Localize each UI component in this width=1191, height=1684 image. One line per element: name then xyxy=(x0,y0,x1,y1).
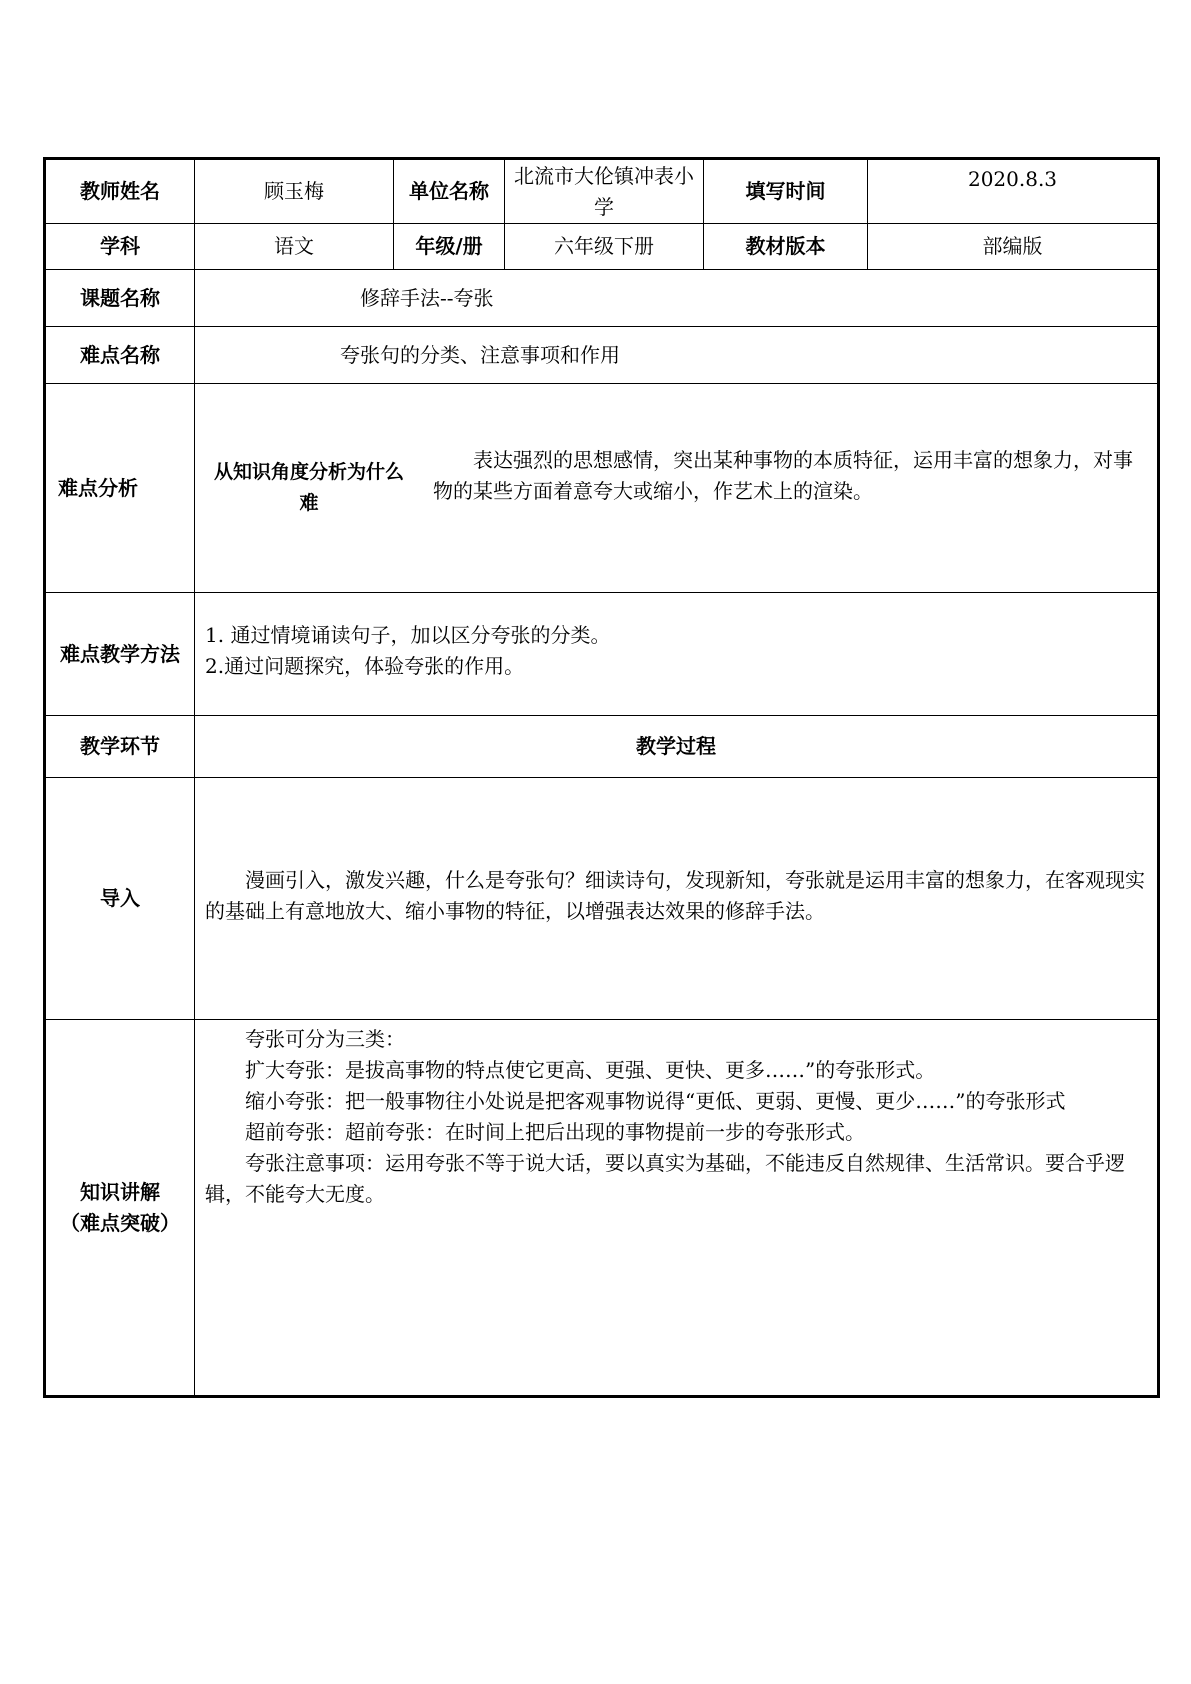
method-line-1: 1. 通过情境诵读句子，加以区分夸张的分类。 xyxy=(205,623,611,647)
process-header-row xyxy=(45,716,1159,778)
difficulty-label: 难点名称 xyxy=(45,327,195,384)
process-header-label: 教学过程 xyxy=(195,716,1159,778)
lesson-plan-table xyxy=(43,157,1160,1398)
knowledge-content xyxy=(195,1020,1159,1397)
edition-label: 教材版本 xyxy=(704,224,868,270)
date-label: 填写时间 xyxy=(704,159,868,224)
difficulty-value: 夸张句的分类、注意事项和作用 xyxy=(195,327,1159,384)
teacher-value: 顾玉梅 xyxy=(195,159,394,224)
knowledge-label-line2: （难点突破） xyxy=(60,1210,180,1235)
intro-label: 导入 xyxy=(45,778,195,1020)
method-label: 难点教学方法 xyxy=(45,593,195,716)
knowledge-row xyxy=(45,1020,1159,1397)
stage-header-label: 教学环节 xyxy=(45,716,195,778)
knowledge-label xyxy=(45,1020,195,1397)
intro-text: 漫画引入，激发兴趣，什么是夸张句？细读诗句，发现新知，夸张就是运用丰富的想象力，在客观现实的基础上有意地放大、缩小事物的特征，以增强表达效果的修辞手法。 xyxy=(205,867,1145,923)
analysis-label: 难点分析 xyxy=(45,384,195,593)
teacher-label: 教师姓名 xyxy=(45,159,195,224)
analysis-sub-label: 从知识角度分析为什么难 xyxy=(213,461,404,514)
method-line-2: 2.通过问题探究，体验夸张的作用。 xyxy=(205,654,525,678)
header-row-1 xyxy=(45,159,1159,224)
grade-label: 年级/册 xyxy=(394,224,505,270)
intro-content xyxy=(195,778,1159,1020)
topic-label: 课题名称 xyxy=(45,270,195,327)
knowledge-paragraph: 扩大夸张：是拔高事物的特点使它更高、更强、更快、更多……”的夸张形式。 xyxy=(245,1058,936,1082)
date-value: 2020.8.3 xyxy=(868,159,1159,224)
difficulty-row xyxy=(45,327,1159,384)
method-row xyxy=(45,593,1159,716)
analysis-text-cell xyxy=(423,384,1157,592)
analysis-row xyxy=(45,384,1159,593)
analysis-inner-table xyxy=(195,384,1157,592)
knowledge-paragraph: 夸张注意事项：运用夸张不等于说大话，要以真实为基础，不能违反自然规律、生活常识。要合乎逻辑，不能夸大无度。 xyxy=(205,1151,1125,1206)
knowledge-paragraph: 夸张可分为三类： xyxy=(245,1027,405,1051)
knowledge-paragraph: 超前夸张：超前夸张：在时间上把后出现的事物提前一步的夸张形式。 xyxy=(245,1120,865,1144)
knowledge-paragraph: 缩小夸张：把一般事物往小处说是把客观事物说得“更低、更弱、更慢、更少……”的夸张形式 xyxy=(245,1089,1066,1113)
intro-row xyxy=(45,778,1159,1020)
method-content xyxy=(195,593,1159,716)
unit-label: 单位名称 xyxy=(394,159,505,224)
lesson-plan-sheet xyxy=(43,157,1157,1398)
subject-label: 学科 xyxy=(45,224,195,270)
header-row-2 xyxy=(45,224,1159,270)
analysis-text: 表达强烈的思想感情，突出某种事物的本质特征，运用丰富的想象力，对事物的某些方面着意夸大或缩小，作艺术上的渲染。 xyxy=(433,448,1133,503)
knowledge-label-line1: 知识讲解 xyxy=(80,1179,160,1204)
analysis-content-cell xyxy=(195,384,1159,593)
topic-value: 修辞手法--夸张 xyxy=(195,270,1159,327)
edition-value: 部编版 xyxy=(868,224,1159,270)
grade-value: 六年级下册 xyxy=(505,224,704,270)
topic-row xyxy=(45,270,1159,327)
unit-value: 北流市大伦镇冲表小学 xyxy=(505,159,704,224)
subject-value: 语文 xyxy=(195,224,394,270)
